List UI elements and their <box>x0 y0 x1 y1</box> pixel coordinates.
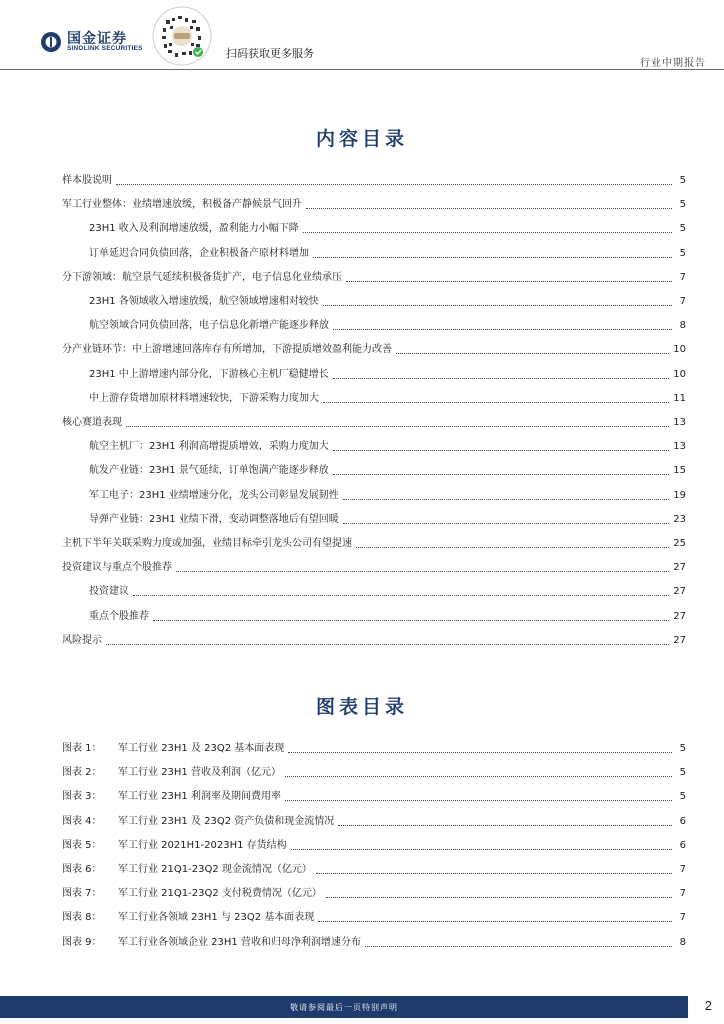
dot-leader <box>291 848 672 850</box>
toc-entry-label: 23H1 收入及利润增速放缓，盈利能力小幅下降 <box>89 223 299 235</box>
figure-entry-number: 图表 5： <box>62 839 102 851</box>
figure-entry-page: 8 <box>679 936 686 948</box>
toc-entry[interactable] <box>89 218 686 236</box>
toc-entry[interactable] <box>89 364 686 382</box>
figure-entry-number: 图表 1： <box>62 743 102 754</box>
dot-leader <box>318 920 672 922</box>
dot-leader <box>338 824 672 826</box>
footer-disclaimer: 敬请参阅最后一页特别声明 <box>290 1003 398 1012</box>
figure-entry[interactable] <box>62 932 686 950</box>
figure-entry-page: 5 <box>679 743 686 754</box>
toc-entry[interactable] <box>62 630 686 648</box>
toc-entry-page: 27 <box>673 610 686 622</box>
figure-entry[interactable] <box>62 883 686 901</box>
figure-entry-label: 军工行业 23H1 营收及利润（亿元） <box>118 767 281 779</box>
toc-entry-page: 5 <box>679 223 686 235</box>
dot-leader <box>316 872 672 874</box>
dot-leader <box>323 304 672 306</box>
figure-entry-number: 图表 8： <box>62 912 102 924</box>
toc-entry-label: 核心赛道表现 <box>62 417 122 428</box>
toc-entry-page: 27 <box>673 562 686 574</box>
toc-entry-label: 航空领域合同负债回落，电子信息化新增产能逐步释放 <box>89 320 329 332</box>
dot-leader <box>343 498 669 500</box>
dot-leader <box>343 522 669 524</box>
dot-leader <box>356 546 669 548</box>
dot-leader <box>365 945 672 947</box>
toc-entry[interactable] <box>62 267 686 285</box>
toc-entry-page: 13 <box>673 417 686 428</box>
toc-entry[interactable] <box>89 485 686 503</box>
figure-entry[interactable] <box>62 786 686 804</box>
figure-entry-page: 7 <box>679 912 686 924</box>
dot-leader <box>153 619 669 621</box>
toc-entry-page: 15 <box>673 465 686 477</box>
dot-leader <box>333 449 669 451</box>
toc-entry[interactable] <box>62 170 686 188</box>
figure-entry-label: 军工行业 21Q1-23Q2 现金流情况（亿元） <box>118 864 312 875</box>
dot-leader <box>126 425 669 427</box>
toc-entry[interactable] <box>62 194 686 212</box>
toc-entry-page: 23 <box>673 513 686 525</box>
dot-leader <box>306 207 672 209</box>
toc-entry-label: 分下游领域：航空景气延续积极备货扩产，电子信息化业绩承压 <box>62 271 342 283</box>
figure-entry-number: 图表 3： <box>62 791 102 803</box>
toc-entry-page: 27 <box>673 634 686 646</box>
toc-entry[interactable] <box>62 533 686 551</box>
toc-entry-label: 中上游存货增加原材料增速较快，下游采购力度加大 <box>89 392 319 404</box>
qr-code-icon[interactable] <box>152 6 212 66</box>
toc-entry-label: 投资建议与重点个股推荐 <box>62 562 172 574</box>
dot-leader <box>285 775 672 777</box>
toc-entry-label: 军工行业整体：业绩增速放缓，积极备产静候景气回升 <box>62 199 302 211</box>
dot-leader <box>333 328 672 330</box>
figure-entry-label: 军工行业各领域企业 23H1 营收和归母净利润增速分布 <box>118 936 361 948</box>
toc-entry-label: 23H1 各领域收入增速放缓，航空领域增速相对较快 <box>89 296 319 307</box>
dot-leader <box>285 799 672 801</box>
toc-entry[interactable] <box>62 557 686 575</box>
toc-entry-page: 27 <box>673 586 686 598</box>
header-divider <box>0 69 724 70</box>
figures-title: 图表目录 <box>315 696 408 718</box>
figure-entry[interactable] <box>62 738 686 756</box>
dot-leader <box>346 280 672 282</box>
toc-entry[interactable] <box>89 460 686 478</box>
toc-entry-label: 导弹产业链：23H1 业绩下滑，变动调整落地后有望回暖 <box>89 513 339 525</box>
toc-entry-label: 投资建议 <box>89 586 129 598</box>
figure-entry-number: 图表 7： <box>62 888 102 900</box>
page-header <box>0 0 724 72</box>
figure-entry-number: 图表 4： <box>62 815 102 827</box>
dot-leader <box>176 570 669 572</box>
toc-entry-label: 航空主机厂：23H1 利润高增提质增效，采购力度加大 <box>89 441 329 453</box>
toc-entry-label: 重点个股推荐 <box>89 610 149 622</box>
toc-entry[interactable] <box>89 581 686 599</box>
figure-entry-label: 军工行业 2021H1-2023H1 存货结构 <box>118 839 287 851</box>
dot-leader <box>288 751 672 753</box>
toc-entry-label: 订单延迟合同负债回落，企业积极备产原材料增加 <box>89 247 309 259</box>
toc-entry-label: 航发产业链：23H1 景气延续，订单饱满产能逐步释放 <box>89 465 329 477</box>
figure-entry[interactable] <box>62 835 686 853</box>
figure-entry[interactable] <box>62 859 686 877</box>
figure-entry-page: 5 <box>679 791 686 803</box>
toc-entry-page: 5 <box>679 175 686 186</box>
brand-name-english: SINOLINK SECURITIES <box>67 45 143 52</box>
toc-entry-page: 19 <box>673 489 686 501</box>
figure-entry[interactable] <box>62 762 686 780</box>
toc-entry-page: 5 <box>679 199 686 211</box>
toc-entry-label: 样本股说明 <box>62 175 112 186</box>
figure-entry-page: 7 <box>679 888 686 900</box>
dot-leader <box>106 643 669 645</box>
dot-leader <box>116 183 672 185</box>
toc-entry[interactable] <box>89 606 686 624</box>
figure-entry-page: 5 <box>679 767 686 779</box>
toc-entry-page: 10 <box>673 344 686 356</box>
toc-entry-page: 8 <box>679 320 686 332</box>
toc-entry-page: 7 <box>679 296 686 307</box>
dot-leader <box>326 896 672 898</box>
toc-title: 内容目录 <box>315 128 408 150</box>
figure-entry-label: 军工行业各领域 23H1 与 23Q2 基本面表现 <box>118 912 315 924</box>
toc-entry-page: 7 <box>679 271 686 283</box>
figure-entry-label: 军工行业 23H1 及 23Q2 基本面表现 <box>118 743 285 754</box>
figure-entry-label: 军工行业 23H1 及 23Q2 资产负债和现金流情况 <box>118 815 335 827</box>
toc-entry-label: 主机下半年关联采购力度或加强，业绩目标牵引龙头公司有望提速 <box>62 538 352 549</box>
dot-leader <box>313 256 672 258</box>
qr-caption: 扫码获取更多服务 <box>226 47 314 60</box>
toc-entry-label: 23H1 中上游增速内部分化，下游核心主机厂稳健增长 <box>89 368 329 380</box>
figure-entry-number: 图表 6： <box>62 864 102 875</box>
toc-entry[interactable] <box>62 339 686 357</box>
figure-entry-number: 图表 2： <box>62 767 102 779</box>
sinolink-logo-icon <box>40 31 62 53</box>
toc-entry-page: 5 <box>679 247 686 259</box>
toc-entry-label: 分产业链环节：中上游增速回落库存有所增加，下游提质增效盈利能力改善 <box>62 344 392 356</box>
toc-entry-page: 13 <box>673 441 686 453</box>
toc-entry[interactable] <box>89 509 686 527</box>
toc-entry[interactable] <box>89 388 686 406</box>
toc-entry[interactable] <box>62 412 686 430</box>
toc-entry-label: 风险提示 <box>62 634 102 646</box>
toc-entry[interactable] <box>89 291 686 309</box>
dot-leader <box>133 594 669 596</box>
dot-leader <box>333 473 669 475</box>
figure-entry-page: 7 <box>679 864 686 875</box>
toc-entry[interactable] <box>89 315 686 333</box>
toc-entry-page: 10 <box>673 368 686 380</box>
toc-entry[interactable] <box>89 243 686 261</box>
figure-entry[interactable] <box>62 907 686 925</box>
toc-entry-label: 军工电子：23H1 业绩增速分化，龙头公司彰显发展韧性 <box>89 489 339 501</box>
toc-entry[interactable] <box>89 436 686 454</box>
page-number: 2 <box>704 998 712 1013</box>
figure-entry-page: 6 <box>679 839 686 851</box>
figure-entry-page: 6 <box>679 815 686 827</box>
figure-entry-number: 图表 9： <box>62 936 102 948</box>
brand-name: 国金证券 <box>67 31 127 47</box>
dot-leader <box>303 231 672 233</box>
dot-leader <box>396 352 669 354</box>
figure-entry[interactable] <box>62 811 686 829</box>
figure-entry-label: 军工行业 23H1 利润率及期间费用率 <box>118 791 281 803</box>
toc-entry-page: 11 <box>673 392 686 404</box>
dot-leader <box>333 377 669 379</box>
figure-entry-label: 军工行业 21Q1-23Q2 支付税费情况（亿元） <box>118 888 322 900</box>
report-type-label: 行业中期报告 <box>640 58 706 69</box>
toc-entry-page: 25 <box>673 538 686 549</box>
dot-leader <box>323 401 669 403</box>
